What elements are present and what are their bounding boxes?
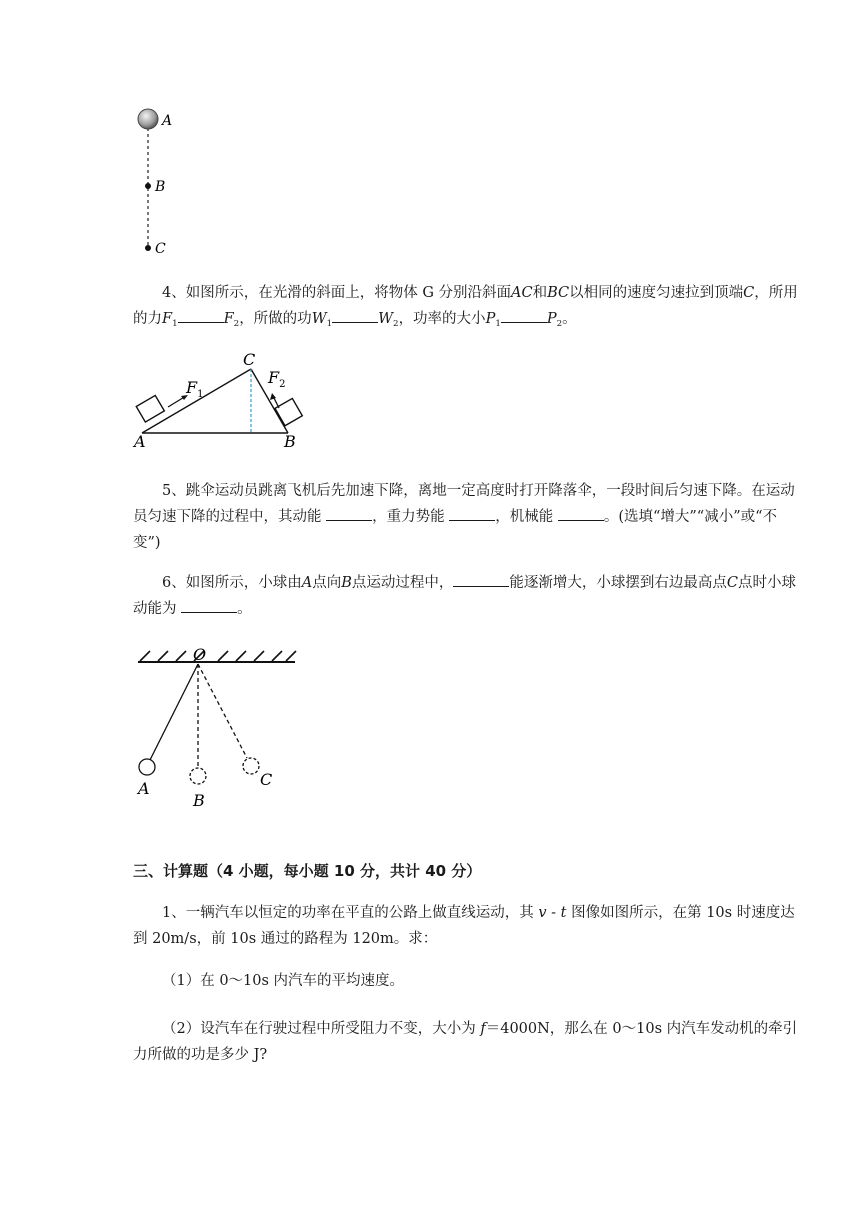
section-heading: 三、计算题（4 小题，每小题 10 分，共计 40 分）: [133, 862, 482, 880]
ball-b: [190, 768, 206, 784]
q6-text: 能逐渐增大，小球摆到右边最高点: [509, 575, 727, 591]
calc1-q2-text: （2）设汽车在行驶过程中所受阻力不变，大小为: [162, 1021, 476, 1037]
answer-blank[interactable]: [326, 507, 372, 521]
calc1-text: 图像如图所示，在第 10s 时速度达到 20m/s，前 10s 通过的路程为 120m。求：: [133, 905, 795, 947]
q4-text: ，所用的力: [133, 285, 798, 327]
question-5: [133, 478, 803, 556]
q4-w2: $W_2$: [378, 311, 399, 330]
incline-figure: [130, 345, 330, 450]
label-b: B: [193, 791, 205, 810]
q6-text: 点向: [312, 575, 342, 591]
q4-text: 以相同的速度匀速拉到顶端: [569, 285, 744, 301]
q6-b: B: [341, 575, 352, 591]
answer-blank[interactable]: [178, 309, 224, 323]
calc-question-1: [133, 900, 803, 952]
answer-blank[interactable]: [501, 309, 547, 323]
label-b: B: [284, 432, 296, 450]
q6-text: 点运动过程中，: [351, 575, 454, 591]
q4-text: ，功率的大小: [398, 311, 486, 327]
label-a: A: [162, 113, 173, 129]
ball-a: [138, 109, 158, 129]
block-left: [136, 395, 164, 422]
block-right: [275, 398, 302, 425]
calc1-text: 1、一辆汽车以恒定的功率在平直的公路上做直线运动，其: [162, 905, 534, 921]
q4-w1: $W_1$: [311, 311, 333, 330]
calc1-q1-text: （1）在 0～10s 内汽车的平均速度。: [162, 973, 405, 989]
calc1-q2-text: ＝4000N，那么在 0～10s 内汽车发动机的牵引力所做的功是多少 J?: [133, 1021, 798, 1063]
q6-text: 6、如图所示，小球由: [162, 575, 302, 591]
label-a: A: [138, 779, 150, 798]
q4-number: 4、: [162, 285, 186, 301]
calc1-subquestion-1: [133, 968, 803, 994]
label-b: B: [155, 179, 166, 195]
q5-text: 。(选填“增大”“减小”或“不变”): [133, 509, 778, 551]
calc1-subquestion-2: [133, 1016, 803, 1068]
label-c: C: [260, 770, 273, 789]
free-fall-figure: [128, 100, 188, 260]
q4-c: C: [743, 285, 755, 301]
q4-end: 。: [562, 311, 577, 327]
label-c: C: [155, 241, 166, 257]
q4-text: ，所做的功: [239, 311, 312, 327]
q4-f2: $F_2$: [223, 311, 240, 330]
q4-ac: AC: [511, 285, 533, 301]
label-f2: $F_2$: [268, 368, 286, 390]
q6-a: A: [301, 575, 313, 591]
q4-text: 和: [532, 285, 548, 301]
calc1-vt: v - t: [538, 905, 567, 921]
question-4: [133, 280, 803, 337]
string-a: [150, 664, 198, 760]
q4-bc: BC: [547, 285, 570, 301]
question-6: [133, 570, 803, 622]
q6-end: 。: [237, 601, 252, 617]
point-c: [145, 245, 151, 251]
label-c: C: [243, 350, 256, 369]
calc1-f: f: [480, 1021, 486, 1037]
point-b: [145, 183, 151, 189]
label-f1: $F_1$: [186, 378, 204, 400]
q5-text: 5、跳伞运动员跳离飞机后先加速下降，离地一定高度时打开降落伞，一段时间后匀速下降。在运动员匀速下降的过程中，其动能: [133, 483, 795, 525]
q5-text: ，机械能: [495, 509, 554, 525]
label-a: A: [134, 432, 146, 450]
ceiling-hatch: [140, 651, 296, 661]
q6-c: C: [726, 575, 738, 591]
answer-blank[interactable]: [558, 507, 604, 521]
answer-blank[interactable]: [181, 599, 237, 613]
ball-c: [243, 758, 259, 774]
q4-f1: $F_1$: [162, 311, 178, 330]
label-o: O: [193, 645, 207, 664]
q4-p1: $P_1$: [485, 311, 501, 330]
answer-blank[interactable]: [449, 507, 495, 521]
answer-blank[interactable]: [332, 309, 378, 323]
q4-p2: $P_2$: [546, 311, 563, 330]
q6-text: 点时小球动能为: [133, 575, 796, 617]
q5-text: ，重力势能: [372, 509, 445, 525]
answer-blank[interactable]: [453, 573, 509, 587]
pendulum-figure: [130, 640, 305, 815]
ball-a: [139, 759, 155, 775]
string-c: [198, 664, 247, 758]
q4-text: 如图所示，在光滑的斜面上，将物体 G 分别沿斜面: [185, 285, 512, 301]
